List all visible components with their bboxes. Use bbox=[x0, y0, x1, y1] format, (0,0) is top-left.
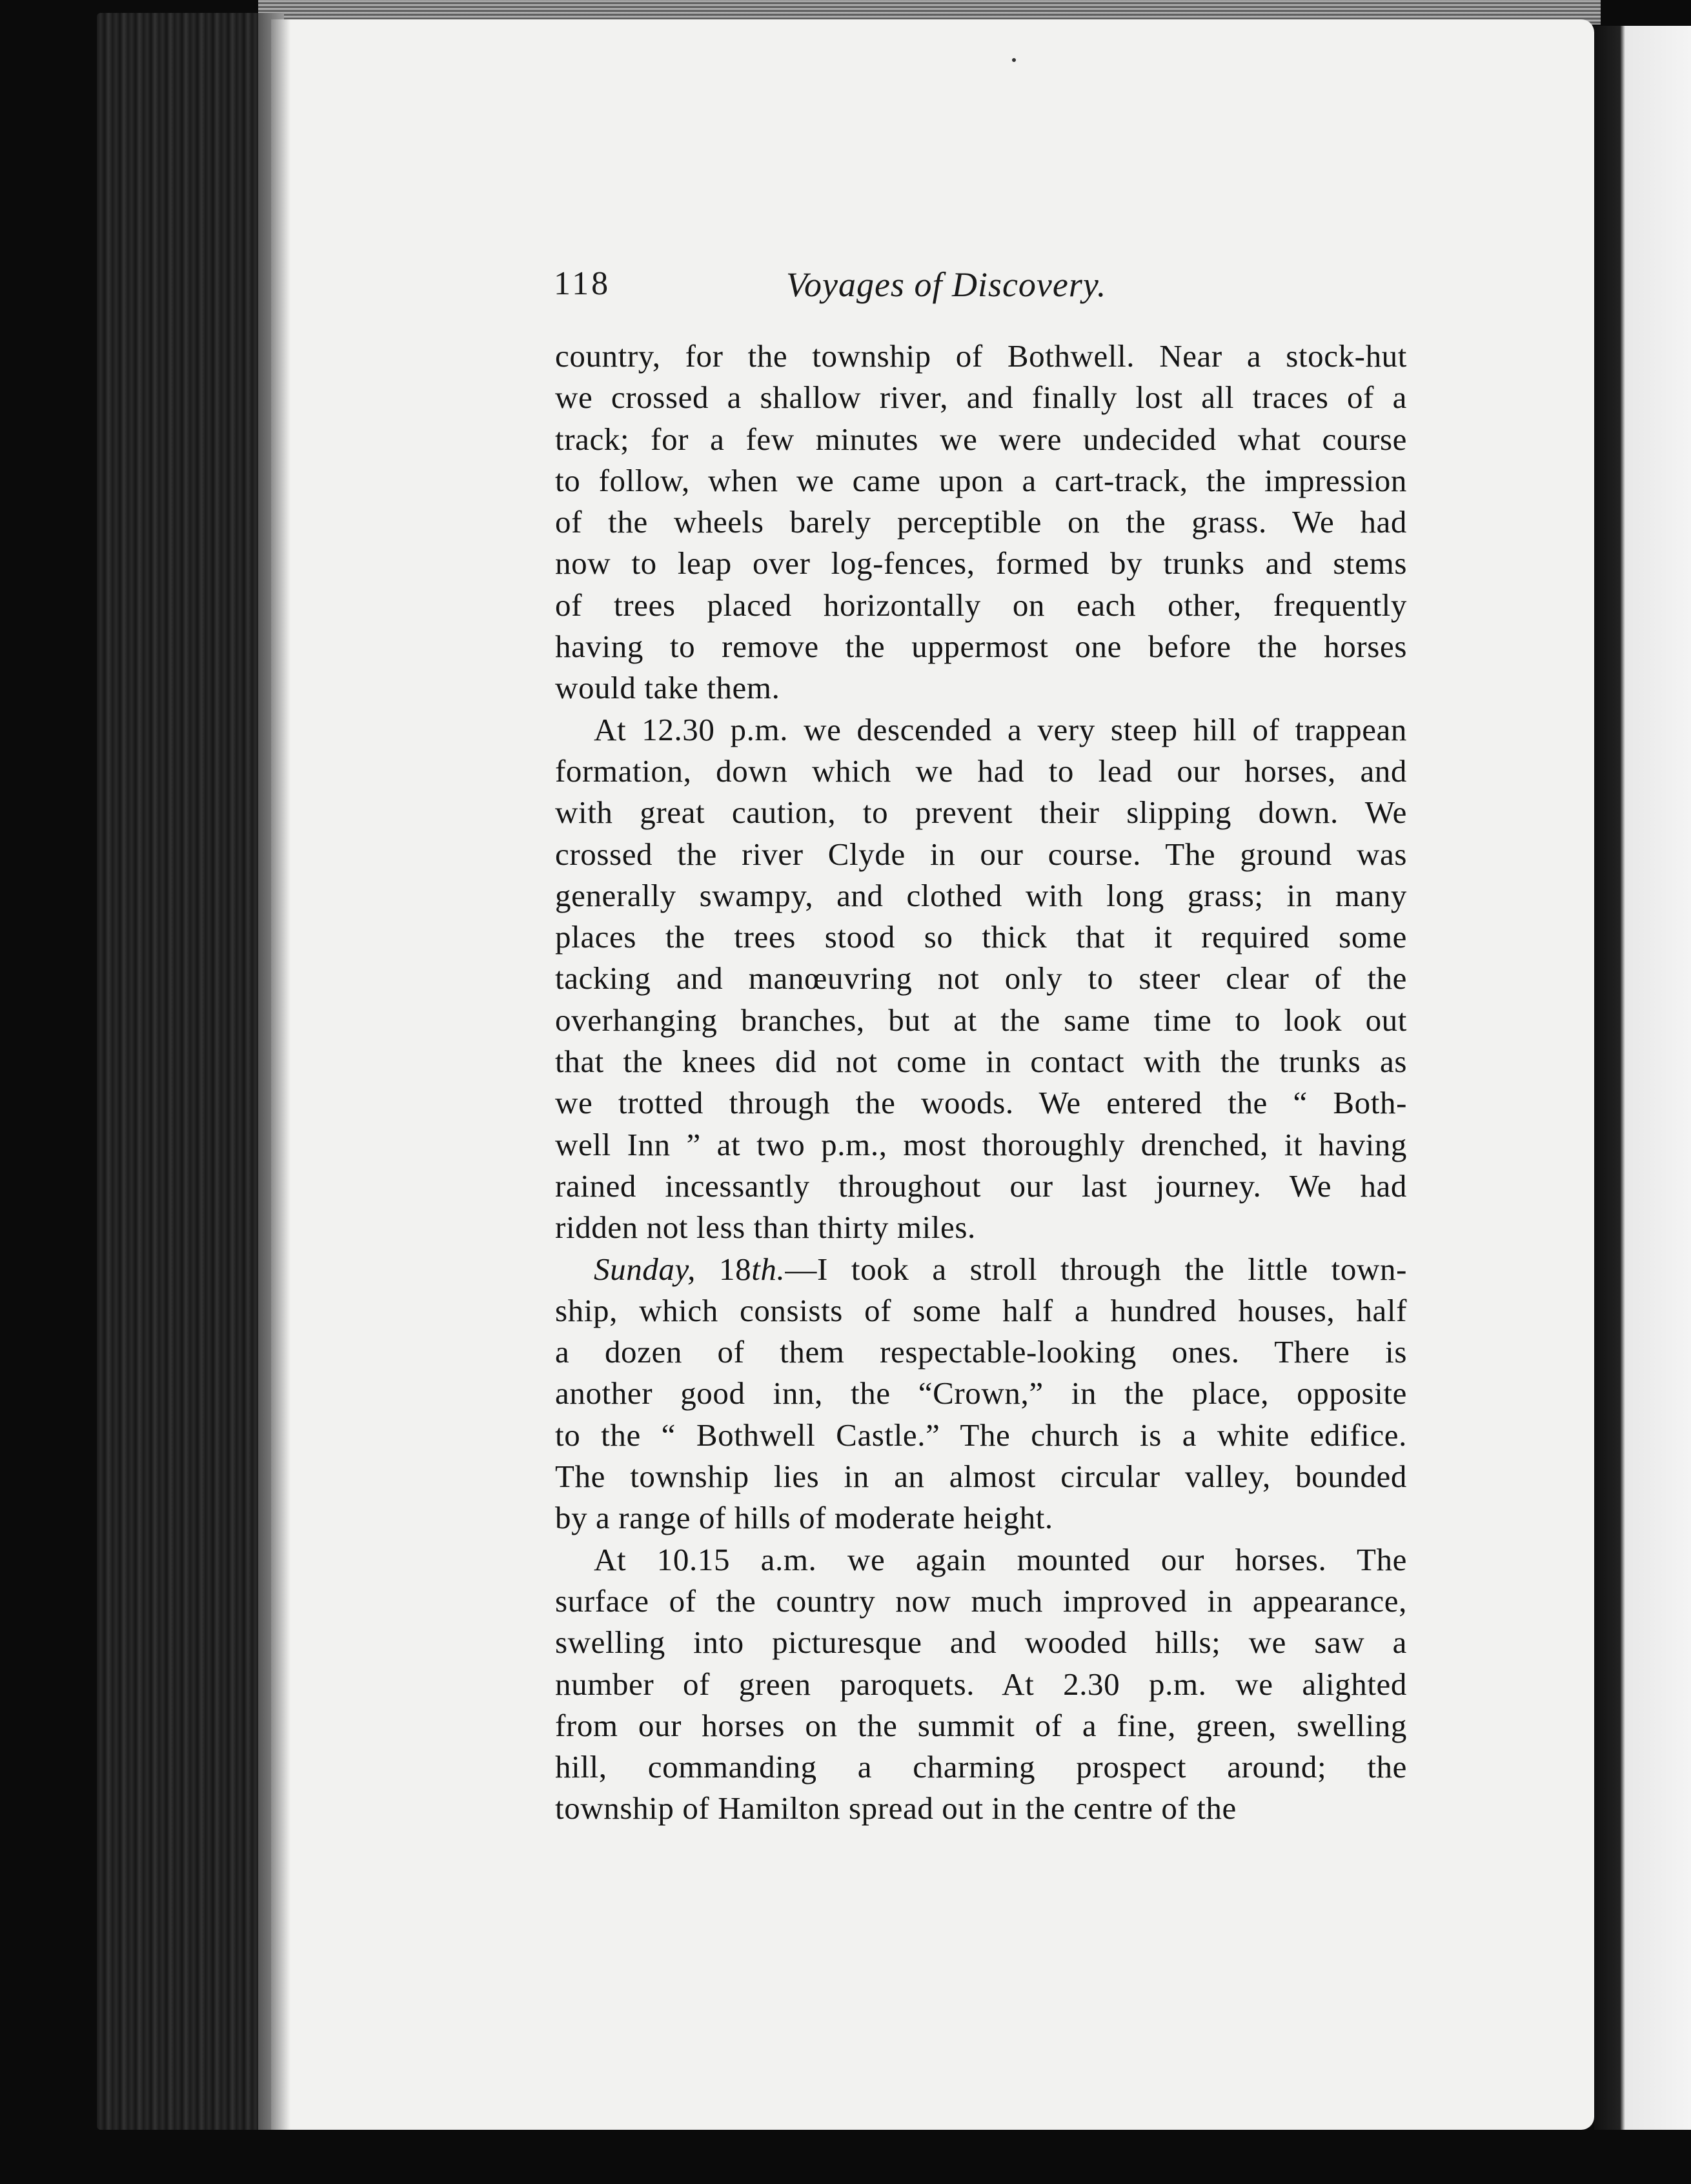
text-line: township of Hamilton spread out in the centre of the bbox=[555, 1790, 1237, 1826]
text-line: from our horses on the summit of a fine, green, swelling bbox=[555, 1707, 1407, 1743]
text-line: At 12.30 p.m. we descended a very steep hill of trappean bbox=[594, 711, 1407, 747]
text-line: ship, which consists of some half a hundred houses, half bbox=[555, 1292, 1407, 1328]
next-page-edge bbox=[1594, 26, 1691, 2130]
text-line: tacking and manœuvring not only to steer clear of the bbox=[555, 960, 1407, 996]
text-line: by a range of hills of moderate height. bbox=[555, 1500, 1053, 1536]
text-line: now to leap over log-fences, formed by trunks and stems bbox=[555, 545, 1407, 581]
text-line: generally swampy, and clothed with long grass; in many bbox=[555, 877, 1407, 913]
line-remainder: —I took a stroll through the little town- bbox=[785, 1251, 1408, 1287]
text-line: that the knees did not come in contact with the trunks as bbox=[555, 1044, 1407, 1080]
text-line: track; for a few minutes we were undecided what course bbox=[555, 421, 1407, 457]
text-line: having to remove the uppermost one before the horses bbox=[555, 629, 1407, 665]
text-line: places the trees stood so thick that it required some bbox=[555, 919, 1407, 955]
text-line: hill, commanding a charming prospect around; the bbox=[555, 1749, 1407, 1785]
text-line: of trees placed horizontally on each other, frequently bbox=[555, 587, 1407, 623]
gutter-shadow bbox=[271, 19, 290, 2130]
text-line: country, for the township of Bothwell. Near a stock-hut bbox=[555, 338, 1407, 374]
text-line bbox=[555, 1249, 1407, 1290]
text-line: crossed the river Clyde in our course. The ground was bbox=[555, 836, 1407, 872]
running-head bbox=[554, 258, 1142, 310]
text-line: we crossed a shallow river, and finally lost all traces of a bbox=[555, 379, 1407, 416]
text-line: surface of the country now much improved in appearance, bbox=[555, 1582, 1407, 1619]
text-line: with great caution, to prevent their slipping down. We bbox=[555, 794, 1407, 831]
text-line: a dozen of them respectable-looking ones. There is bbox=[555, 1334, 1407, 1370]
text-line: swelling into picturesque and wooded hills; we saw a bbox=[555, 1624, 1407, 1661]
text-line: number of green paroquets. At 2.30 p.m. we alighted bbox=[555, 1666, 1407, 1702]
text-line: At 10.15 a.m. we again mounted our horses. The bbox=[594, 1541, 1407, 1577]
text-line: to the “ Bothwell Castle.” The church is a white edifice. bbox=[555, 1417, 1407, 1453]
date-number: 18 bbox=[719, 1251, 752, 1287]
text-line: rained incessantly throughout our last journey. We had bbox=[555, 1168, 1407, 1204]
date-suffix: th. bbox=[751, 1251, 785, 1287]
text-line: The township lies in an almost circular valley, bounded bbox=[555, 1459, 1407, 1495]
running-head-title: Voyages of Discovery. bbox=[786, 265, 1107, 304]
text-line: formation, down which we had to lead our horses, and bbox=[555, 753, 1407, 789]
text-line: we trotted through the woods. We entered the “ Both- bbox=[555, 1085, 1407, 1121]
text-line: to follow, when we came upon a cart-track, the impression bbox=[555, 462, 1407, 498]
speck-mark bbox=[1012, 58, 1016, 62]
text-line: another good inn, the “Crown,” in the place, opposite bbox=[555, 1375, 1407, 1411]
body-text bbox=[555, 336, 1407, 1830]
date-lead: Sunday, bbox=[594, 1251, 696, 1287]
text-line: well Inn ” at two p.m., most thoroughly drenched, it having bbox=[555, 1126, 1407, 1162]
text-line: overhanging branches, but at the same time to look out bbox=[555, 1002, 1407, 1038]
page-number: 118 bbox=[554, 265, 611, 302]
text-line: of the wheels barely perceptible on the grass. We had bbox=[555, 504, 1407, 540]
text-line: ridden not less than thirty miles. bbox=[555, 1209, 976, 1246]
text-line: would take them. bbox=[555, 670, 780, 706]
book-page-edges bbox=[97, 13, 284, 2130]
